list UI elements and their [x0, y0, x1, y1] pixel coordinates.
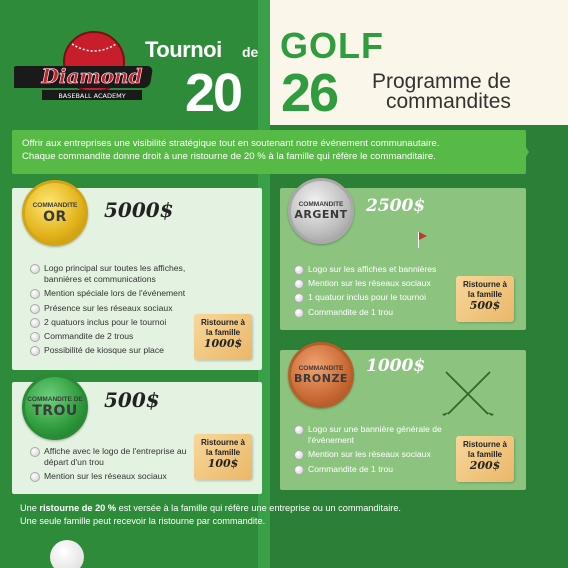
feature-argent-3: Commandite de 1 trou [294, 307, 454, 318]
ristourne-or-amount: 1000$ [203, 337, 243, 350]
title-de: de [242, 44, 259, 60]
golf-ball-icon [50, 540, 84, 568]
ristourne-argent [456, 276, 514, 322]
footer-line1 [20, 502, 526, 515]
ristourne-or-label: Ristourne à la famille [200, 318, 245, 337]
ristourne-bronze [456, 436, 514, 482]
medal-bronze-small: COMMANDITE [298, 365, 344, 372]
footer-line1-pre: Une [20, 503, 37, 513]
feature-argent-1: Mention sur les réseaux sociaux [294, 278, 454, 289]
feature-or-2: Présence sur les réseaux sociaux [30, 303, 208, 314]
title-tournoi: Tournoi [145, 37, 222, 62]
price-trou: 500$ [104, 388, 160, 412]
footer-line1-bold: ristourne de 20 % [39, 503, 117, 513]
features-or [30, 263, 208, 359]
intro-line2: Chaque commandite donne droit à une ristourne de 20 % à la famille qui réfère le commanditaire. [22, 151, 436, 162]
medal-argent-big: ARGENT [294, 208, 348, 221]
medal-trou [22, 374, 88, 440]
price-bronze: 1000$ [366, 356, 426, 376]
medal-trou-small: COMMANDITE DE [27, 395, 83, 403]
feature-bronze-0: Logo sur une bannière générale de l'événement [294, 424, 454, 446]
feature-trou-0: Affiche avec le logo de l'entreprise au départ d'un trou [30, 446, 194, 468]
medal-bronze-big: BRONZE [294, 372, 348, 385]
feature-or-3: 2 quatuors inclus pour le tournoi [30, 317, 208, 328]
medal-argent-small: COMMANDITE [298, 201, 344, 208]
footer-line1-post: est versée à la famille qui réfère une entreprise ou un commanditaire. [118, 503, 401, 513]
price-or: 5000$ [104, 198, 174, 222]
price-argent: 2500$ [366, 196, 426, 216]
medal-or-big: OR [43, 208, 67, 225]
intro-line1: Offrir aux entreprises une visibilité stratégique tout en soutenant notre événement communautaire. [22, 138, 440, 149]
title-programme [372, 72, 511, 112]
ristourne-bronze-amount: 200$ [469, 459, 501, 472]
medal-or [22, 180, 88, 246]
title-golf: GOLF [280, 25, 384, 66]
medal-trou-big: TROU [32, 402, 78, 419]
features-bronze [294, 424, 454, 478]
feature-or-4: Commandite de 2 trous [30, 331, 208, 342]
crossed-clubs-icon [440, 368, 496, 418]
features-argent [294, 264, 454, 321]
feature-argent-2: 1 quatuor inclus pour le tournoi [294, 292, 454, 303]
ristourne-or [194, 314, 252, 360]
feature-or-0: Logo principal sur toutes les affiches, bannières et communications [30, 263, 208, 285]
ristourne-argent-label: Ristourne à la famille [462, 280, 507, 299]
ristourne-argent-amount: 500$ [469, 299, 501, 312]
title-year-26: 26 [281, 63, 338, 123]
feature-trou-1: Mention sur les réseaux sociaux [30, 471, 194, 482]
feature-or-1: Mention spéciale lors de l'événement [30, 288, 208, 299]
ristourne-trou-amount: 100$ [207, 457, 239, 470]
feature-bronze-2: Commandite de 1 trou [294, 464, 454, 475]
medal-argent [288, 178, 354, 244]
footer-note [12, 502, 526, 528]
flag-icon [418, 232, 419, 248]
diamond-logo [14, 28, 164, 110]
medal-bronze [288, 342, 354, 408]
features-trou [30, 446, 194, 486]
ristourne-trou [194, 434, 252, 480]
feature-or-5: Possibilité de kiosque sur place [30, 345, 208, 356]
ristourne-trou-label: Ristourne à la famille [200, 438, 245, 457]
intro-arrow [515, 130, 529, 174]
feature-argent-0: Logo sur les affiches et bannières [294, 264, 454, 275]
intro-banner [12, 130, 526, 174]
programme-line1: Programme de [372, 70, 511, 93]
medal-or-small: COMMANDITE [32, 201, 78, 209]
title-year-20: 20 [185, 63, 242, 123]
footer-line2: Une seule famille peut recevoir la ristourne par commandite. [20, 516, 266, 526]
programme-line2: commandites [386, 90, 511, 113]
ristourne-bronze-label: Ristourne à la famille [462, 440, 507, 459]
svg-text:BASEBALL ACADEMY: BASEBALL ACADEMY [58, 92, 126, 100]
feature-bronze-1: Mention sur les réseaux sociaux [294, 449, 454, 460]
svg-text:Diamond: Diamond [41, 64, 143, 88]
